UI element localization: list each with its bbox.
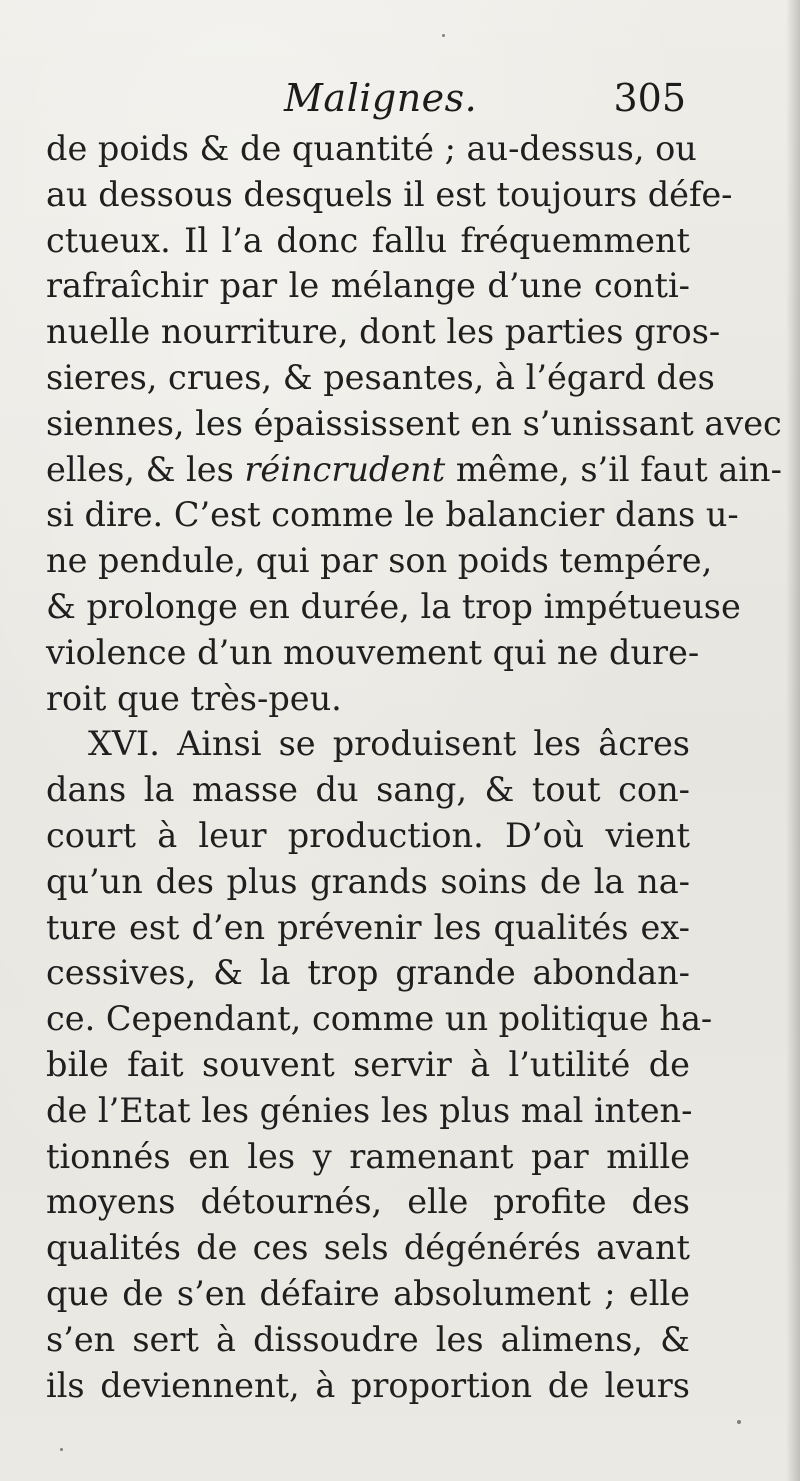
paper-speck	[737, 1420, 741, 1424]
text-line: & prolonge en durée, la trop impétueuse	[46, 586, 741, 626]
text-line: ce. Cependant, comme un politique ha-	[46, 999, 713, 1039]
text-line: que de s’en défaire absolument ; elle	[46, 1273, 690, 1313]
text-line: de l’Etat les génies les plus mal inten-	[46, 1090, 693, 1130]
text-line: cessives, & la trop grande abondan-	[46, 953, 690, 993]
paper-speck	[60, 1448, 63, 1451]
text-line: nuelle nourriture, dont les parties gros-	[46, 312, 721, 352]
text-line: court à leur production. D’où vient	[46, 815, 690, 855]
italic-word: réincrudent	[244, 449, 446, 489]
text-line: au dessous desquels il est toujours défe-	[46, 174, 733, 214]
text-line: violence d’un mouvement qui ne dure-	[46, 632, 700, 672]
page-edge-shadow	[786, 0, 800, 1481]
text-line: qualités de ces sels dégénérés avant	[46, 1228, 690, 1268]
text-line: ture est d’en prévenir les qualités ex-	[46, 907, 690, 947]
text-line: moyens détournés, elle profite des	[46, 1182, 690, 1222]
text-line: tionnés en les y ramenant par mille	[46, 1136, 690, 1176]
text-line: sieres, crues, & pesantes, à l’égard des	[46, 357, 715, 397]
text-line: de poids & de quantité ; au-dessus, ou	[46, 129, 697, 168]
text-line: qu’un des plus grands soins de la na-	[46, 861, 690, 901]
text-line: siennes, les épaississent en s’unissant avec	[46, 403, 782, 443]
text-line: s’en sert à dissoudre les alimens, &	[46, 1319, 690, 1359]
text-line: dans la masse du sang, & tout con-	[46, 770, 690, 810]
running-title: Malignes.	[284, 76, 478, 120]
text-line: rafraîchir par le mélange d’une conti-	[46, 266, 690, 306]
section-start-line: XVI. Ainsi se produisent les âcres	[88, 724, 690, 764]
text-line-with-italic: elles, & les réincrudent même, s’il faut ain-	[46, 449, 782, 489]
page-number: 305	[613, 76, 686, 120]
text-line: si dire. C’est comme le balancier dans u-	[46, 495, 739, 535]
paragraph-end-line: roit que très-peu.	[46, 678, 342, 718]
text-line: ctueux. Il l’a donc fallu fréquemment	[46, 220, 690, 260]
text-line: ne pendule, qui par son poids tempére,	[46, 541, 713, 581]
page-header	[46, 72, 690, 128]
body-text	[46, 126, 782, 1408]
text-line: bile fait souvent servir à l’utilité de	[46, 1044, 690, 1084]
paper-speck	[442, 34, 445, 37]
text-line: ils deviennent, à proportion de leurs	[46, 1365, 690, 1405]
